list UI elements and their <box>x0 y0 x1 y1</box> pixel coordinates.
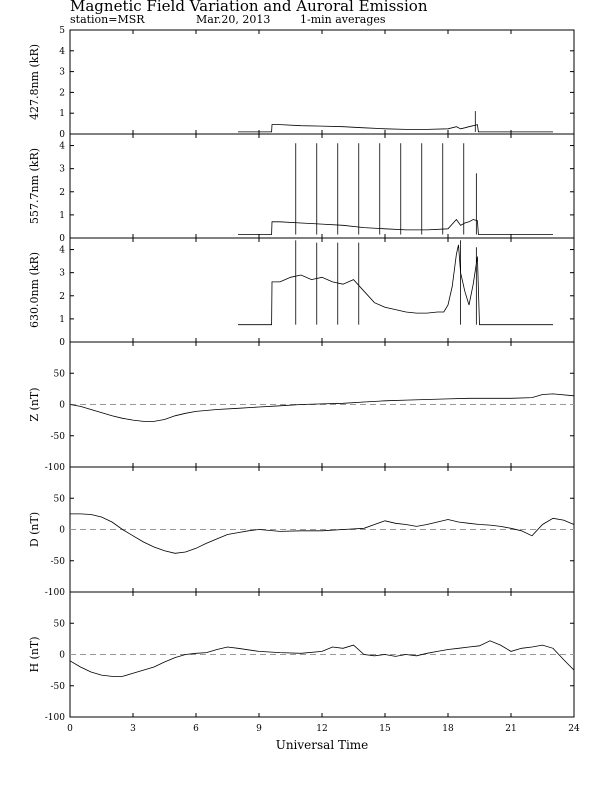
panel-frame-p4278 <box>70 30 574 134</box>
y-tick-label-p6300: 4 <box>59 245 65 256</box>
y-tick-label-p6300: 2 <box>59 291 65 302</box>
y-tick-label-pZ: 50 <box>53 369 65 380</box>
x-tick-label: 15 <box>379 724 391 734</box>
y-tick-label-p5577: 4 <box>59 141 65 152</box>
x-axis-label: Universal Time <box>275 738 369 752</box>
date-label: Mar.20, 2013 <box>196 13 271 26</box>
y-tick-label-pH: 0 <box>59 650 65 661</box>
y-axis-label-pH: H (nT) <box>28 636 41 673</box>
y-tick-label-pD: 0 <box>59 525 65 536</box>
x-tick-label: 24 <box>568 724 580 734</box>
y-tick-label-p4278: 1 <box>59 109 65 120</box>
y-tick-label-pZ: -100 <box>44 463 65 473</box>
y-tick-label-pZ: 0 <box>59 400 65 411</box>
panel-frame-p6300 <box>70 238 574 342</box>
x-tick-label: 6 <box>193 724 199 734</box>
y-tick-label-p6300: 1 <box>59 314 65 325</box>
station-label: station=MSR <box>70 13 145 26</box>
y-tick-label-p4278: 5 <box>59 26 65 36</box>
x-tick-label: 9 <box>256 724 262 734</box>
y-tick-label-p4278: 3 <box>59 67 65 78</box>
y-tick-label-p5577: 3 <box>59 164 65 175</box>
y-tick-label-p5577: 1 <box>59 210 65 221</box>
series-line-pZ <box>70 394 574 422</box>
y-tick-label-p5577: 2 <box>59 187 65 198</box>
y-tick-label-p5577: 0 <box>59 234 65 244</box>
series-line-p4278 <box>238 125 553 132</box>
y-tick-label-p6300: 0 <box>59 338 65 348</box>
y-tick-label-pH: -100 <box>44 713 65 723</box>
y-axis-label-p5577: 557.7nm (kR) <box>28 147 41 225</box>
series-line-pD <box>70 514 574 553</box>
y-tick-label-p6300: 3 <box>59 268 65 279</box>
y-tick-label-pD: -100 <box>44 588 65 598</box>
y-tick-label-pZ: -50 <box>50 431 65 442</box>
y-axis-label-p4278: 427.8nm (kR) <box>28 43 41 121</box>
y-axis-label-pZ: Z (nT) <box>28 387 41 422</box>
x-tick-label: 3 <box>130 724 136 734</box>
x-tick-label: 0 <box>67 724 73 734</box>
averaging-label: 1-min averages <box>300 13 386 26</box>
series-line-p6300 <box>238 245 553 325</box>
y-tick-label-pD: -50 <box>50 556 65 567</box>
x-tick-label: 18 <box>442 724 454 734</box>
y-tick-label-pH: 50 <box>53 619 65 630</box>
y-axis-label-pD: D (nT) <box>28 511 41 548</box>
y-tick-label-pH: -50 <box>50 681 65 692</box>
series-line-p5577 <box>238 220 553 235</box>
panel-frame-p5577 <box>70 134 574 238</box>
y-axis-label-p6300: 630.0nm (kR) <box>28 251 41 329</box>
x-tick-label: 21 <box>505 724 517 734</box>
y-tick-label-p4278: 0 <box>59 130 65 140</box>
series-line-pH <box>70 641 574 677</box>
x-tick-label: 12 <box>316 724 328 734</box>
y-tick-label-p4278: 4 <box>59 46 65 57</box>
y-tick-label-p4278: 2 <box>59 88 65 99</box>
y-tick-label-pD: 50 <box>53 494 65 505</box>
chart-title: Magnetic Field Variation and Auroral Emission <box>70 0 428 15</box>
